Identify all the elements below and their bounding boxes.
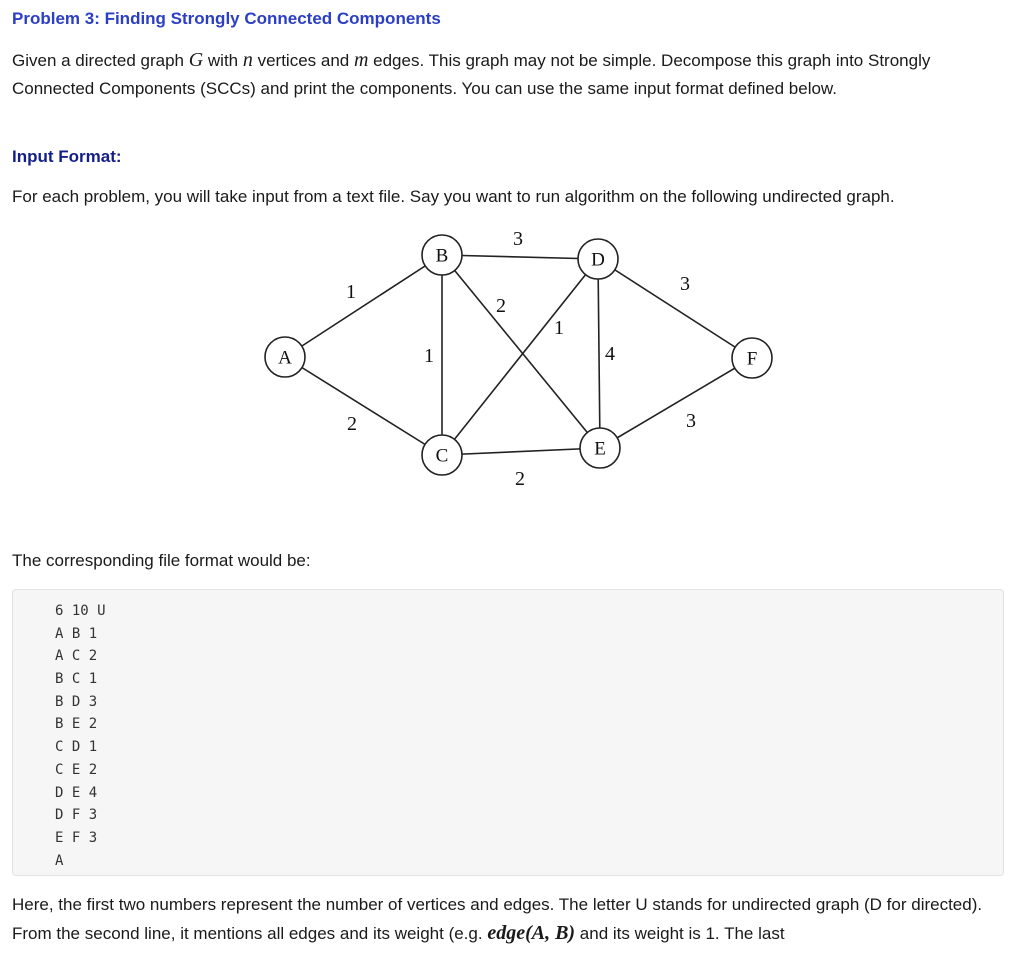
math-G: G xyxy=(188,49,204,71)
edge-weight-a-c: 2 xyxy=(347,413,357,435)
intro-text-2: with xyxy=(203,51,243,70)
node-label-c: C xyxy=(435,445,449,467)
edge-weight-b-e: 2 xyxy=(496,295,506,317)
code-line: A B 1 xyxy=(55,625,98,642)
edge-a-c xyxy=(285,357,442,455)
corresponding-text: The corresponding file format would be: xyxy=(12,551,311,570)
edge-weight-c-d: 1 xyxy=(554,317,564,339)
code-line: D F 3 xyxy=(55,807,98,824)
intro-text-4: edges. This graph may not be simple. Decompose this graph into Strongly Connected Components (SCCs) and print the components. You can use the same input format defined below. xyxy=(12,51,931,98)
code-line: A xyxy=(55,852,64,869)
math-edge-name: edge xyxy=(487,922,526,944)
math-m: m xyxy=(353,49,369,71)
edge-weight-b-c: 1 xyxy=(424,345,434,367)
graph-figure xyxy=(250,222,790,497)
intro-text-1: Given a directed graph xyxy=(12,51,189,70)
edge-d-f xyxy=(598,259,752,358)
edge-b-e xyxy=(442,255,600,448)
math-edge-args: (A, B) xyxy=(525,922,576,944)
intro-text-3: vertices and xyxy=(252,51,354,70)
math-n: n xyxy=(242,49,253,71)
node-label-e: E xyxy=(594,438,606,460)
code-line: B D 3 xyxy=(55,693,98,710)
here-text-1: Here, the first two numbers represent the number of vertices and edges. The letter U stands for undirected graph (D for directed). From the second line, it mentions all edges and its weight (e.g. xyxy=(12,895,983,943)
node-label-d: D xyxy=(591,249,605,271)
edge-b-d xyxy=(442,255,598,259)
code-line: 6 10 U xyxy=(55,603,106,619)
code-lines xyxy=(55,600,1003,872)
edge-weight-d-e: 4 xyxy=(605,343,615,365)
code-line: B E 2 xyxy=(55,716,98,733)
edge-weight-b-d: 3 xyxy=(513,228,523,250)
code-line: D E 4 xyxy=(55,784,98,801)
edge-d-e xyxy=(598,259,600,448)
edge-c-e xyxy=(442,448,600,455)
node-label-f: F xyxy=(746,348,758,370)
node-label-b: B xyxy=(435,245,449,267)
code-line: B C 1 xyxy=(55,671,98,688)
edge-weight-d-f: 3 xyxy=(680,273,690,295)
explanation-paragraph xyxy=(12,891,1006,948)
intro-paragraph xyxy=(12,46,1002,103)
edge-weight-c-e: 2 xyxy=(515,468,525,490)
math-edge-function xyxy=(487,922,575,944)
code-line: A C 2 xyxy=(55,648,98,665)
edge-weight-a-b: 1 xyxy=(346,281,356,303)
code-line: C D 1 xyxy=(55,739,98,756)
edge-e-f xyxy=(600,358,752,448)
code-block xyxy=(12,589,1004,876)
input-format-text: For each problem, you will take input from a text file. Say you want to run algorithm on the following undirected graph. xyxy=(12,187,895,206)
code-line: E F 3 xyxy=(55,829,98,846)
here-text-2: and its weight is 1. The last xyxy=(575,924,785,943)
node-label-a: A xyxy=(278,347,292,369)
problem-title: Problem 3: Finding Strongly Connected Components xyxy=(12,9,441,28)
input-format-heading: Input Format: xyxy=(12,147,122,166)
graph-diagram xyxy=(250,222,790,497)
edge-a-b xyxy=(285,255,442,357)
edge-weight-e-f: 3 xyxy=(686,410,696,432)
code-line: C E 2 xyxy=(55,761,98,778)
edge-c-d xyxy=(442,259,598,455)
